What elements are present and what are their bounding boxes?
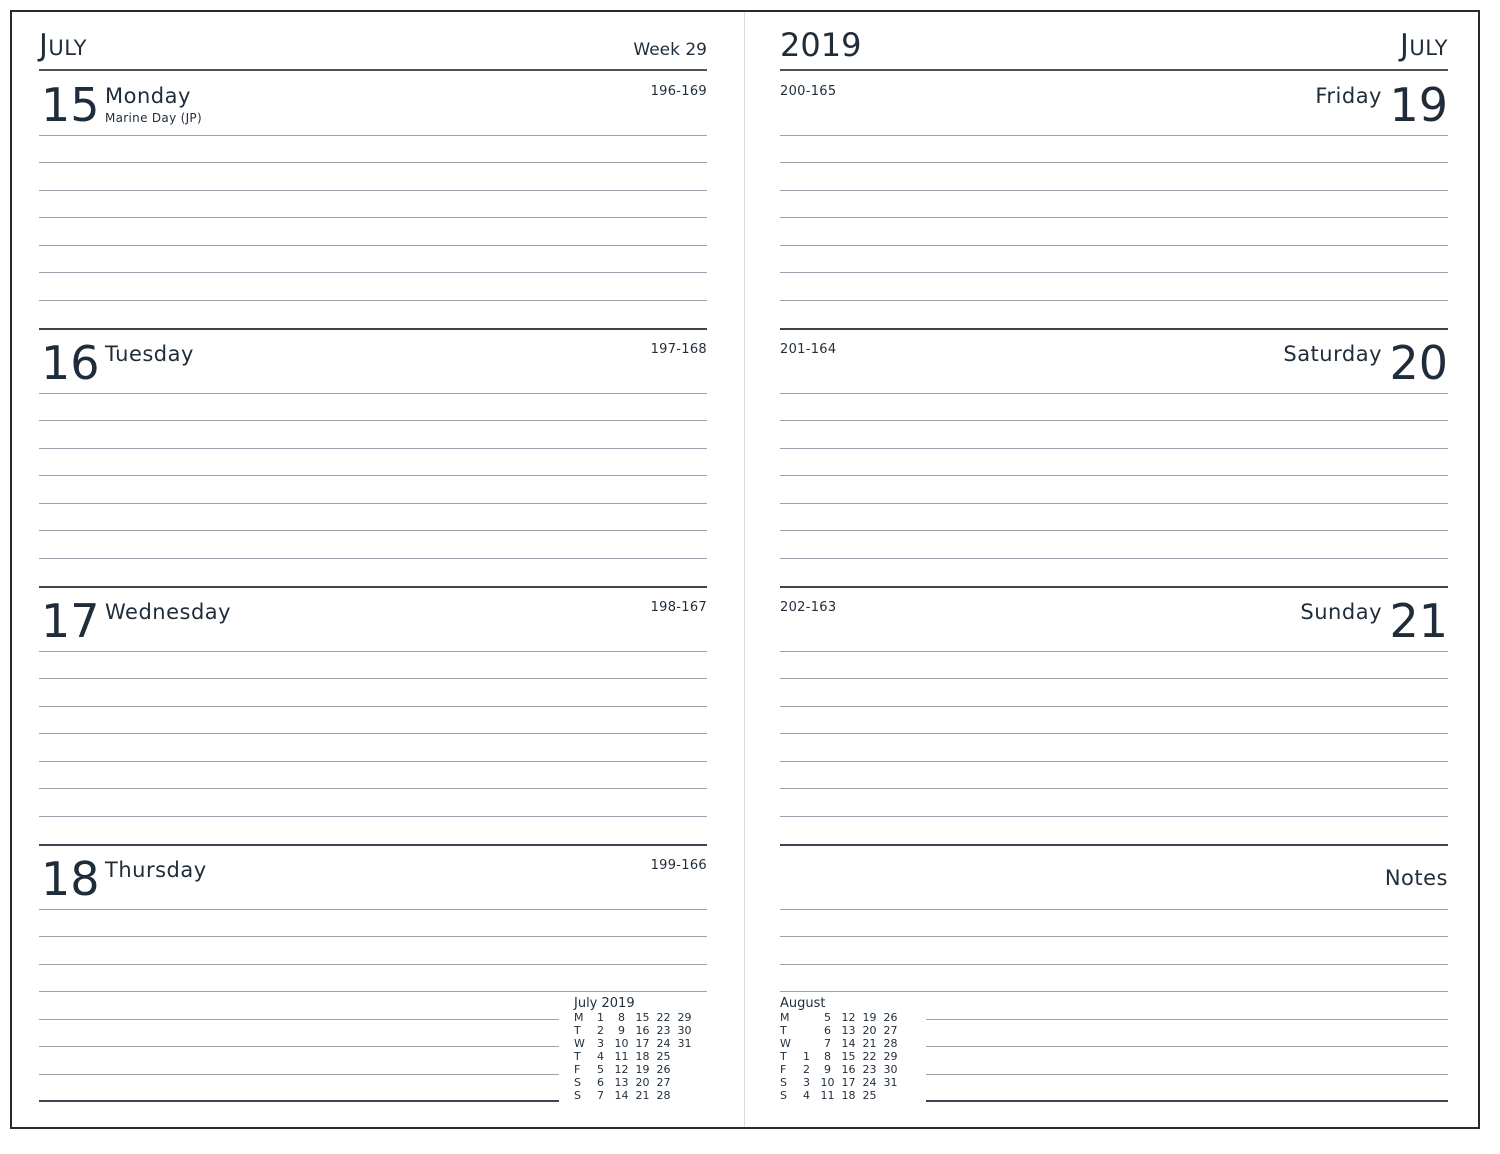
weekday-letter: W xyxy=(574,1037,585,1050)
date-cell: 8 xyxy=(618,1011,625,1024)
date-cell: 25 xyxy=(862,1089,877,1102)
date-cell: 2 xyxy=(597,1024,604,1037)
writing-line[interactable] xyxy=(39,135,707,136)
day-name: Thursday xyxy=(105,858,207,882)
mini-calendar-row xyxy=(780,1076,901,1089)
mini-calendar-row xyxy=(574,1024,695,1037)
date-cell: 12 xyxy=(614,1063,629,1076)
date-cell: 27 xyxy=(883,1024,898,1037)
writing-line[interactable] xyxy=(780,558,1448,559)
weekday-letter: T xyxy=(780,1024,787,1037)
date-cell: 21 xyxy=(635,1089,650,1102)
bottom-rule xyxy=(926,1100,1448,1102)
notes-divider xyxy=(780,844,1448,846)
date-cell: 22 xyxy=(656,1011,671,1024)
date-cell: 3 xyxy=(597,1037,604,1050)
date-cell: 31 xyxy=(883,1076,898,1089)
day-name: Wednesday xyxy=(105,600,232,624)
writing-line[interactable] xyxy=(39,1074,559,1075)
day-number: 15 xyxy=(41,78,100,132)
notes-label: Notes xyxy=(1384,866,1448,890)
weekday-letter: S xyxy=(780,1076,787,1089)
day-number: 17 xyxy=(41,594,100,648)
day-block xyxy=(780,70,1448,328)
date-cell: 11 xyxy=(820,1089,835,1102)
mini-calendar-row xyxy=(574,1050,695,1063)
writing-line[interactable] xyxy=(780,936,1448,937)
year-title: 2019 xyxy=(780,26,862,64)
writing-line[interactable] xyxy=(780,475,1448,476)
day-number: 19 xyxy=(1389,78,1448,132)
writing-line[interactable] xyxy=(39,733,707,734)
date-cell xyxy=(674,1050,695,1063)
date-cell: 6 xyxy=(824,1024,831,1037)
date-cell: 1 xyxy=(803,1050,810,1063)
day-block xyxy=(780,586,1448,844)
day-of-year-count: 196-169 xyxy=(650,84,707,99)
mini-calendar-row xyxy=(780,1011,901,1024)
date-cell: 23 xyxy=(656,1024,671,1037)
writing-line[interactable] xyxy=(780,733,1448,734)
date-cell: 10 xyxy=(614,1037,629,1050)
day-block xyxy=(780,328,1448,586)
date-cell: 18 xyxy=(841,1089,856,1102)
writing-line[interactable] xyxy=(39,448,707,449)
mini-calendar-grid xyxy=(780,1011,901,1102)
date-cell: 19 xyxy=(635,1063,650,1076)
weekday-letter: T xyxy=(574,1050,581,1063)
date-cell: 5 xyxy=(597,1063,604,1076)
date-cell: 3 xyxy=(803,1076,810,1089)
week-number: Week 29 xyxy=(633,40,707,60)
date-cell: 15 xyxy=(841,1050,856,1063)
mini-calendar-row xyxy=(574,1063,695,1076)
date-cell xyxy=(880,1089,901,1102)
mini-calendar-row xyxy=(780,1089,901,1102)
mini-calendar-row xyxy=(780,1063,901,1076)
date-cell: 5 xyxy=(824,1011,831,1024)
writing-line[interactable] xyxy=(780,245,1448,246)
writing-line[interactable] xyxy=(39,1046,559,1047)
writing-line[interactable] xyxy=(39,909,707,910)
weekday-letter: M xyxy=(574,1011,584,1024)
date-cell: 23 xyxy=(862,1063,877,1076)
weekday-letter: T xyxy=(574,1024,581,1037)
page-spine xyxy=(744,12,745,1127)
writing-line[interactable] xyxy=(39,964,707,965)
writing-line[interactable] xyxy=(780,420,1448,421)
writing-line[interactable] xyxy=(39,475,707,476)
writing-line[interactable] xyxy=(780,991,1448,992)
date-cell xyxy=(796,1011,817,1024)
day-number: 18 xyxy=(41,852,100,906)
writing-line[interactable] xyxy=(39,190,707,191)
writing-line[interactable] xyxy=(780,272,1448,273)
date-cell: 28 xyxy=(883,1037,898,1050)
day-block xyxy=(39,70,707,328)
writing-line[interactable] xyxy=(780,162,1448,163)
writing-line[interactable] xyxy=(780,300,1448,301)
writing-line[interactable] xyxy=(39,558,707,559)
day-name: Monday xyxy=(105,84,191,108)
day-divider xyxy=(780,586,1448,588)
date-cell: 25 xyxy=(656,1050,671,1063)
date-cell: 26 xyxy=(656,1063,671,1076)
day-number: 20 xyxy=(1389,336,1448,390)
writing-line[interactable] xyxy=(780,530,1448,531)
writing-line[interactable] xyxy=(780,135,1448,136)
day-number: 16 xyxy=(41,336,100,390)
writing-line[interactable] xyxy=(780,761,1448,762)
weekday-letter: T xyxy=(780,1050,787,1063)
writing-line[interactable] xyxy=(39,420,707,421)
date-cell: 8 xyxy=(824,1050,831,1063)
date-cell xyxy=(674,1076,695,1089)
writing-line[interactable] xyxy=(926,1019,1448,1020)
mini-calendar xyxy=(574,997,695,1102)
date-cell xyxy=(674,1089,695,1102)
writing-line[interactable] xyxy=(39,217,707,218)
writing-line[interactable] xyxy=(780,678,1448,679)
day-number: 21 xyxy=(1389,594,1448,648)
date-cell: 14 xyxy=(841,1037,856,1050)
writing-line[interactable] xyxy=(780,503,1448,504)
day-name: Sunday xyxy=(1300,600,1382,624)
writing-line[interactable] xyxy=(780,909,1448,910)
date-cell: 24 xyxy=(656,1037,671,1050)
date-cell: 7 xyxy=(824,1037,831,1050)
writing-line[interactable] xyxy=(780,706,1448,707)
date-cell: 12 xyxy=(841,1011,856,1024)
date-cell: 24 xyxy=(862,1076,877,1089)
date-cell: 29 xyxy=(677,1011,692,1024)
writing-line[interactable] xyxy=(39,162,707,163)
date-cell: 18 xyxy=(635,1050,650,1063)
writing-line[interactable] xyxy=(926,1074,1448,1075)
date-cell: 4 xyxy=(803,1089,810,1102)
weekday-letter: S xyxy=(574,1076,581,1089)
weekday-letter: F xyxy=(574,1063,581,1076)
day-divider xyxy=(39,844,707,846)
mini-calendar-row xyxy=(574,1037,695,1050)
date-cell: 9 xyxy=(618,1024,625,1037)
day-divider xyxy=(39,586,707,588)
day-of-year-count: 198-167 xyxy=(650,600,707,615)
date-cell: 22 xyxy=(862,1050,877,1063)
date-cell: 6 xyxy=(597,1076,604,1089)
date-cell: 11 xyxy=(614,1050,629,1063)
writing-line[interactable] xyxy=(780,217,1448,218)
date-cell: 2 xyxy=(803,1063,810,1076)
date-cell: 29 xyxy=(883,1050,898,1063)
writing-line[interactable] xyxy=(780,816,1448,817)
date-cell xyxy=(796,1024,817,1037)
date-cell: 1 xyxy=(597,1011,604,1024)
writing-line[interactable] xyxy=(39,393,707,394)
weekday-letter: S xyxy=(574,1089,581,1102)
writing-line[interactable] xyxy=(39,678,707,679)
writing-line[interactable] xyxy=(39,503,707,504)
date-cell: 10 xyxy=(820,1076,835,1089)
mini-calendar-row xyxy=(780,1050,901,1063)
day-of-year-count: 202-163 xyxy=(780,600,837,615)
writing-line[interactable] xyxy=(39,300,707,301)
date-cell: 30 xyxy=(883,1063,898,1076)
mini-calendar-row xyxy=(574,1089,695,1102)
writing-line[interactable] xyxy=(39,761,707,762)
writing-line[interactable] xyxy=(39,991,707,992)
writing-line[interactable] xyxy=(780,190,1448,191)
date-cell xyxy=(796,1037,817,1050)
writing-line[interactable] xyxy=(39,651,707,652)
writing-line[interactable] xyxy=(39,936,707,937)
date-cell: 4 xyxy=(597,1050,604,1063)
mini-calendar-row xyxy=(780,1024,901,1037)
weekday-letter: S xyxy=(780,1089,787,1102)
date-cell: 13 xyxy=(614,1076,629,1089)
writing-line[interactable] xyxy=(780,651,1448,652)
date-cell: 17 xyxy=(635,1037,650,1050)
day-block xyxy=(39,586,707,844)
date-cell: 21 xyxy=(862,1037,877,1050)
mini-calendar-row xyxy=(574,1076,695,1089)
day-of-year-count: 200-165 xyxy=(780,84,837,99)
writing-line[interactable] xyxy=(39,1019,559,1020)
day-name: Tuesday xyxy=(105,342,194,366)
date-cell: 17 xyxy=(841,1076,856,1089)
day-of-year-count: 197-168 xyxy=(650,342,707,357)
day-name: Friday xyxy=(1315,84,1382,108)
weekday-letter: M xyxy=(780,1011,790,1024)
writing-line[interactable] xyxy=(780,964,1448,965)
weekday-letter: W xyxy=(780,1037,791,1050)
day-block xyxy=(39,328,707,586)
date-cell: 14 xyxy=(614,1089,629,1102)
day-divider xyxy=(780,328,1448,330)
date-cell: 9 xyxy=(824,1063,831,1076)
writing-line[interactable] xyxy=(780,788,1448,789)
weekday-letter: F xyxy=(780,1063,787,1076)
mini-calendar-title: August xyxy=(780,996,826,1011)
writing-line[interactable] xyxy=(780,448,1448,449)
day-of-year-count: 199-166 xyxy=(650,858,707,873)
date-cell: 30 xyxy=(677,1024,692,1037)
writing-line[interactable] xyxy=(39,816,707,817)
mini-calendar-row xyxy=(574,1011,695,1024)
mini-calendar-row xyxy=(780,1037,901,1050)
date-cell xyxy=(674,1063,695,1076)
date-cell: 31 xyxy=(677,1037,692,1050)
writing-line[interactable] xyxy=(926,1046,1448,1047)
date-cell: 15 xyxy=(635,1011,650,1024)
writing-line[interactable] xyxy=(780,393,1448,394)
writing-line[interactable] xyxy=(39,788,707,789)
day-divider xyxy=(39,328,707,330)
date-cell: 16 xyxy=(635,1024,650,1037)
writing-line[interactable] xyxy=(39,245,707,246)
mini-calendar xyxy=(780,997,901,1102)
date-cell: 27 xyxy=(656,1076,671,1089)
date-cell: 26 xyxy=(883,1011,898,1024)
mini-calendar-title: July 2019 xyxy=(574,996,635,1011)
day-name: Saturday xyxy=(1283,342,1382,366)
writing-line[interactable] xyxy=(39,272,707,273)
month-title: July xyxy=(39,28,87,63)
mini-calendar-grid xyxy=(574,1011,695,1102)
holiday-label: Marine Day (JP) xyxy=(105,111,202,125)
date-cell: 19 xyxy=(862,1011,877,1024)
date-cell: 20 xyxy=(635,1076,650,1089)
date-cell: 28 xyxy=(656,1089,671,1102)
day-of-year-count: 201-164 xyxy=(780,342,837,357)
date-cell: 20 xyxy=(862,1024,877,1037)
date-cell: 16 xyxy=(841,1063,856,1076)
bottom-rule xyxy=(39,1100,559,1102)
writing-line[interactable] xyxy=(39,530,707,531)
writing-line[interactable] xyxy=(39,706,707,707)
date-cell: 13 xyxy=(841,1024,856,1037)
month-title: July xyxy=(1400,28,1448,63)
date-cell: 7 xyxy=(597,1089,604,1102)
